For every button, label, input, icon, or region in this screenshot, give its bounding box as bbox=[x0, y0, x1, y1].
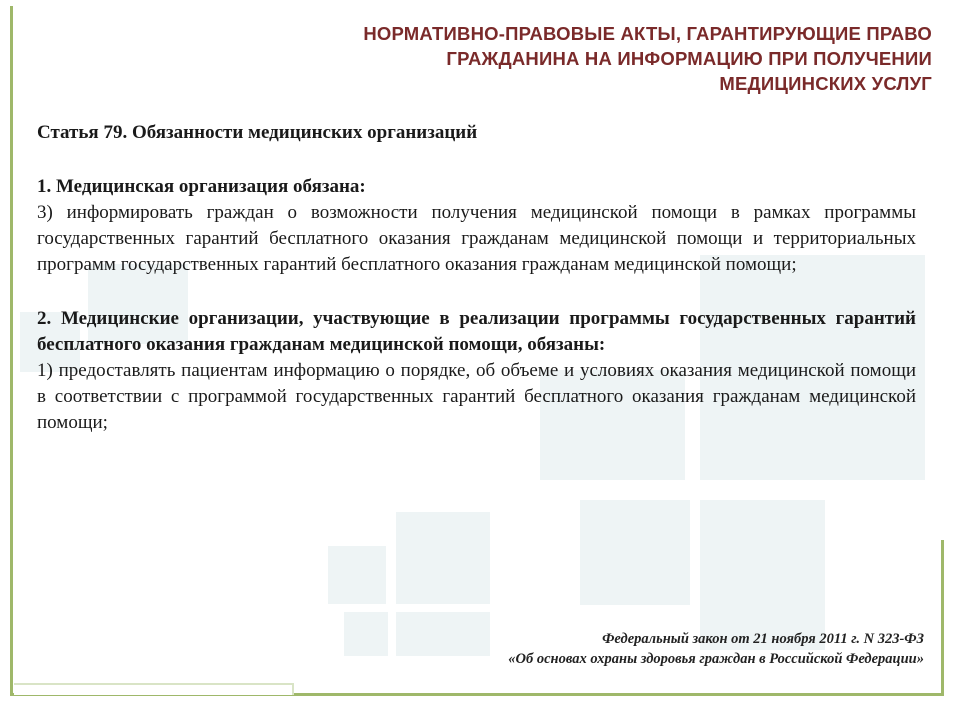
decor-square bbox=[396, 512, 490, 604]
frame-left-border bbox=[10, 6, 13, 696]
frame-right-border bbox=[941, 540, 944, 696]
decor-square bbox=[328, 546, 386, 604]
citation-line-2: «Об основах охраны здоровья граждан в Российской Федерации» bbox=[508, 651, 924, 667]
section-2-item: 1) предоставлять пациентам информацию о порядке, об объеме и условиях оказания медицинской помощи в соответствии с программой государственных гарантий бесплатного оказания гражданам медицинской помощи; bbox=[37, 360, 916, 433]
paragraph-gap bbox=[37, 278, 916, 306]
section-1-item: 3) информировать граждан о возможности получения медицинской помощи в рамках программы государственных гарантий бесплатного оказания гражданам медицинской помощи и территориальных программ государственных гарантий бесплатного оказания гражданам медицинской помощи; bbox=[37, 202, 916, 275]
header-line-2: ГРАЖДАНИНА НА ИНФОРМАЦИЮ ПРИ ПОЛУЧЕНИИ bbox=[446, 48, 932, 69]
header-line-3: МЕДИЦИНСКИХ УСЛУГ bbox=[719, 73, 932, 94]
article-content bbox=[37, 120, 916, 436]
footer-accent-bar bbox=[14, 683, 294, 695]
article-title: Статья 79. Обязанности медицинских организаций bbox=[37, 122, 478, 143]
decor-square bbox=[700, 500, 825, 650]
law-citation bbox=[324, 629, 924, 669]
header-line-1: НОРМАТИВНО-ПРАВОВЫЕ АКТЫ, ГАРАНТИРУЮЩИЕ ПРАВО bbox=[363, 23, 932, 44]
decor-square bbox=[580, 500, 690, 605]
citation-line-1: Федеральный закон от 21 ноября 2011 г. N 323-ФЗ bbox=[602, 631, 924, 647]
section-2-heading: 2. Медицинские организации, участвующие в реализации программы государственных гарантий бесплатного оказания гражданам медицинской помощи, обязаны: bbox=[37, 308, 916, 355]
section-1-heading: 1. Медицинская организация обязана: bbox=[37, 176, 366, 197]
slide-header bbox=[232, 21, 932, 96]
